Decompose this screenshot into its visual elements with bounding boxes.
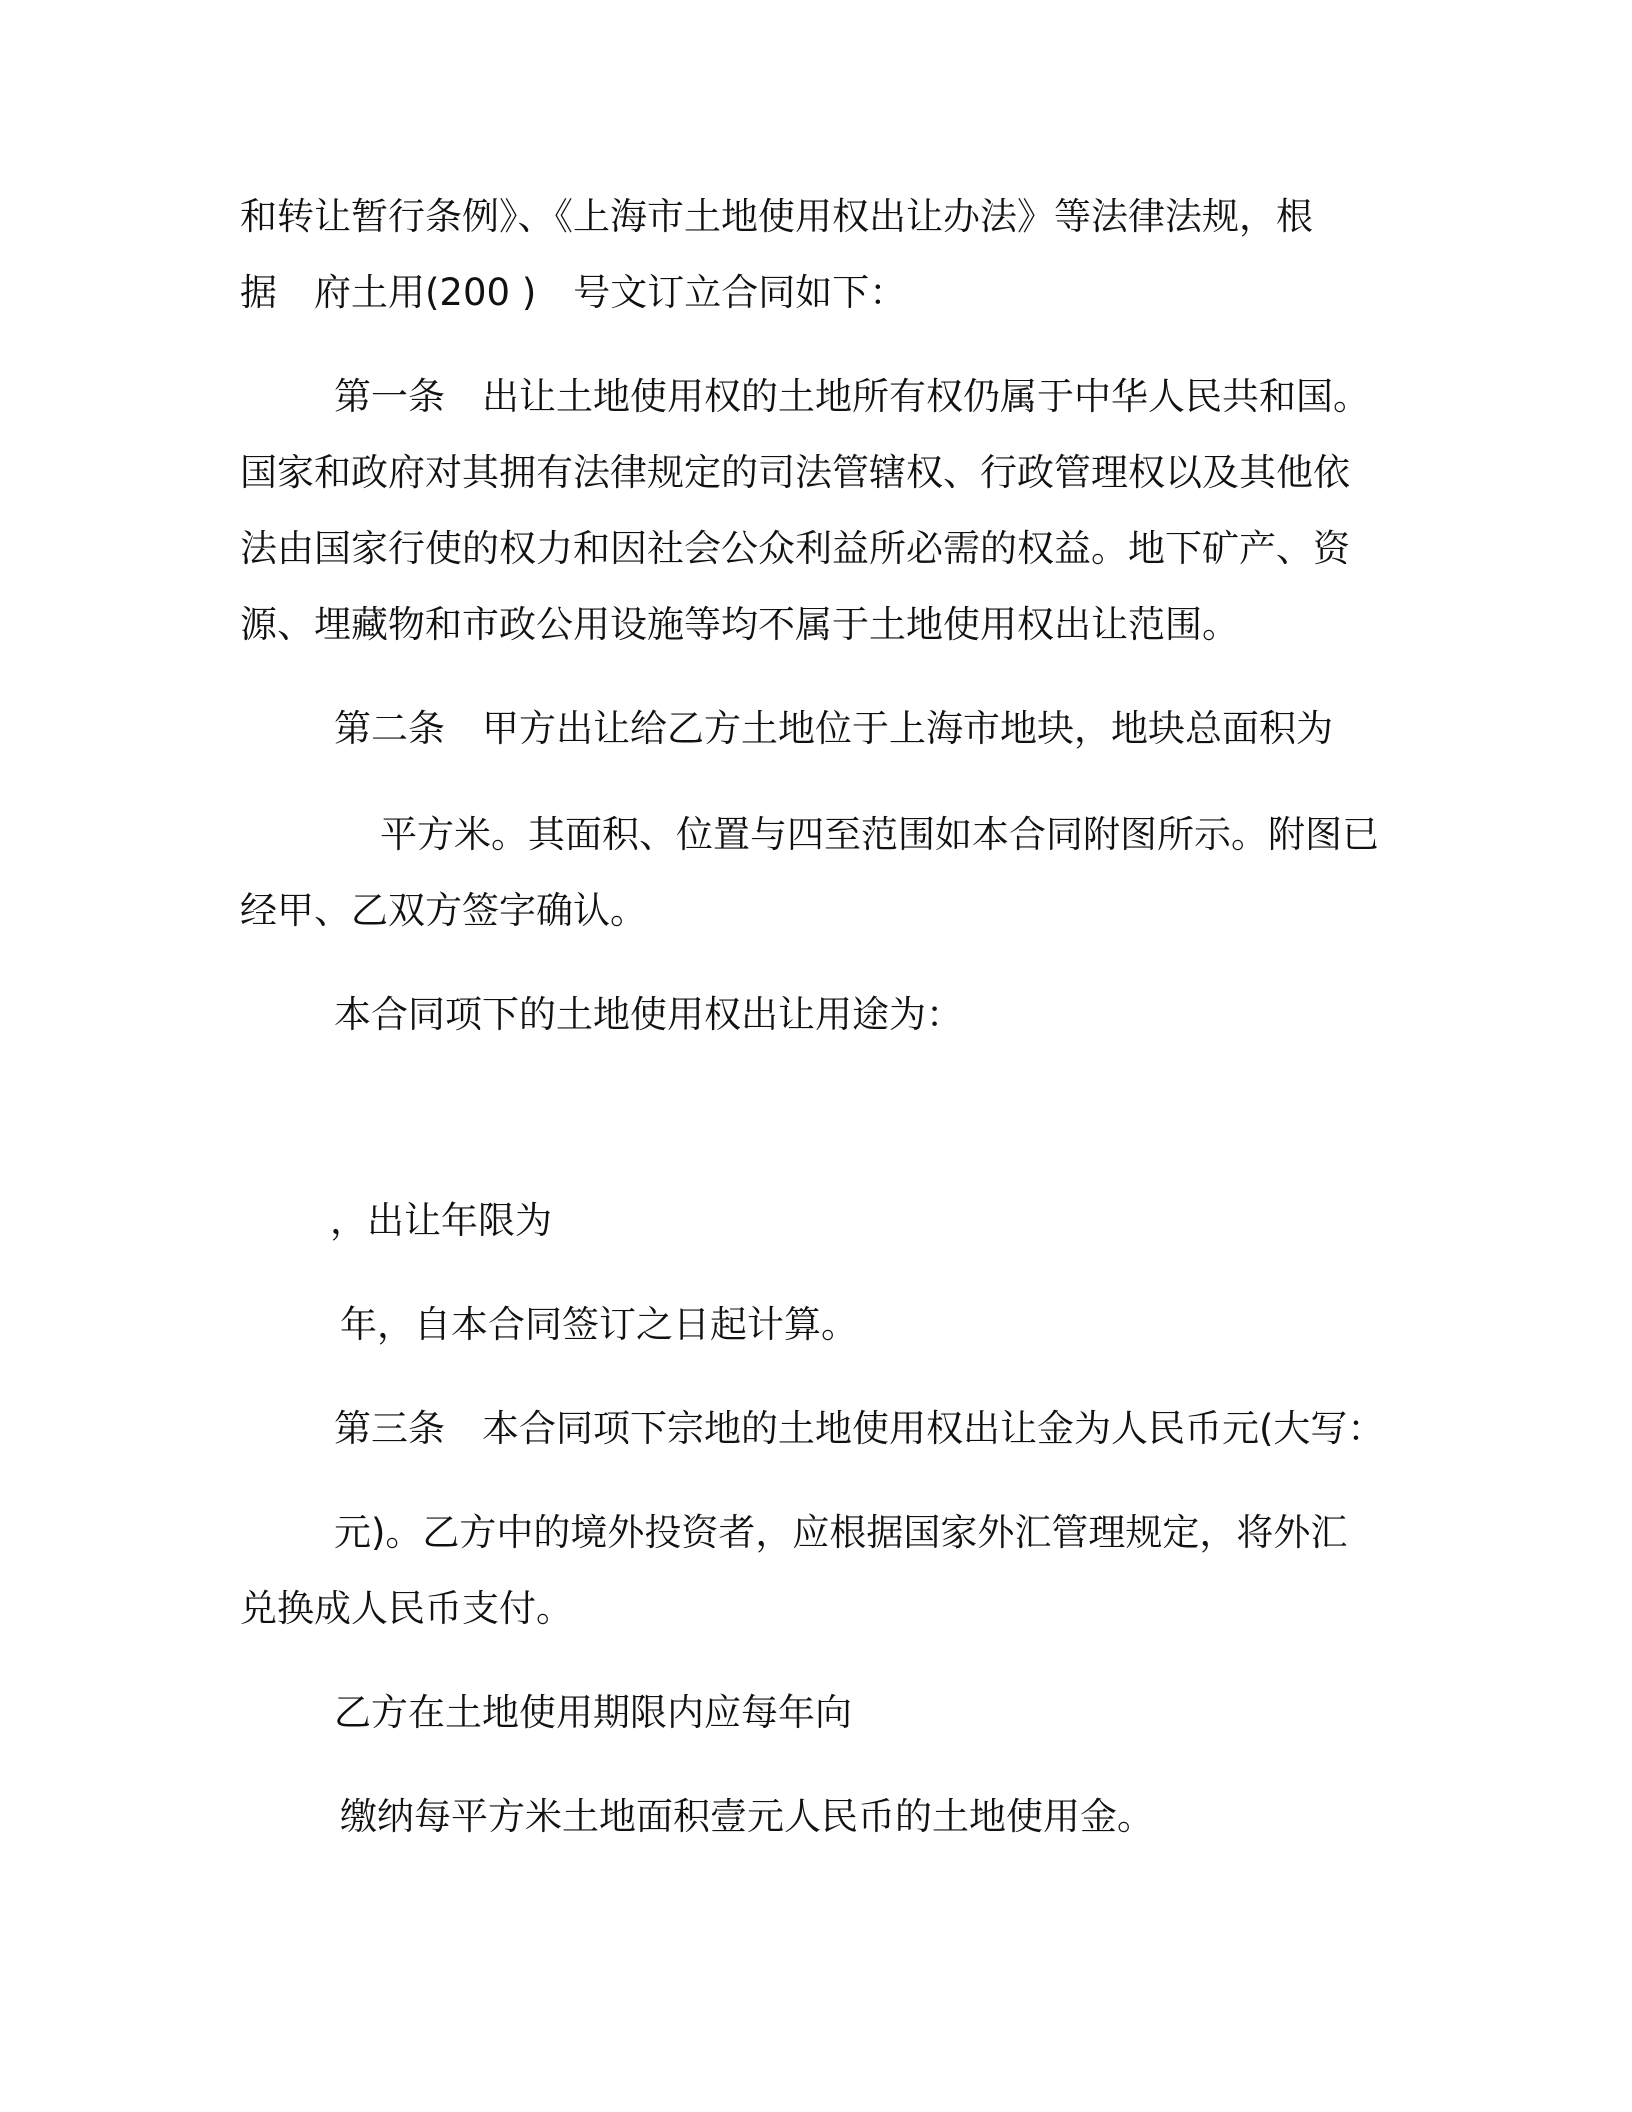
- article-1-line-4: 源、埋藏物和市政公用设施等均不属于土地使用权出让范围。: [240, 603, 1239, 646]
- article-3-line-3: 兑换成人民币支付。: [240, 1587, 573, 1630]
- term-line-1: ，出让年限为: [330, 1199, 552, 1242]
- article-1-line-3: 法由国家行使的权力和因社会公众利益所必需的权益。地下矿产、资: [240, 527, 1350, 570]
- article-3-line-2: 元)。乙方中的境外投资者，应根据国家外汇管理规定，将外汇: [334, 1511, 1348, 1554]
- article-3-line-1: 第三条 本合同项下宗地的土地使用权出让金为人民币元(大写：: [334, 1407, 1385, 1450]
- text-line-1: 和转让暂行条例》、《上海市土地使用权出让办法》等法律法规，根: [240, 195, 1313, 238]
- land-fee-line-1: 乙方在土地使用期限内应每年向: [334, 1691, 852, 1734]
- article-2-line-1: 第二条 甲方出让给乙方土地位于上海市地块，地块总面积为: [334, 707, 1333, 750]
- usage-purpose-line: 本合同项下的土地使用权出让用途为：: [334, 993, 963, 1036]
- text-line-2: 据 府土用(200 ) 号文订立合同如下：: [240, 271, 907, 314]
- article-2-line-2: 平方米。其面积、位置与四至范围如本合同附图所示。附图已: [380, 813, 1379, 856]
- article-2-line-3: 经甲、乙双方签字确认。: [240, 889, 647, 932]
- article-1-line-1: 第一条 出让土地使用权的土地所有权仍属于中华人民共和国。: [334, 375, 1370, 418]
- term-line-2: 年，自本合同签订之日起计算。: [340, 1303, 858, 1346]
- land-fee-line-2: 缴纳每平方米土地面积壹元人民币的土地使用金。: [340, 1795, 1154, 1838]
- article-1-line-2: 国家和政府对其拥有法律规定的司法管辖权、行政管理权以及其他依: [240, 451, 1350, 494]
